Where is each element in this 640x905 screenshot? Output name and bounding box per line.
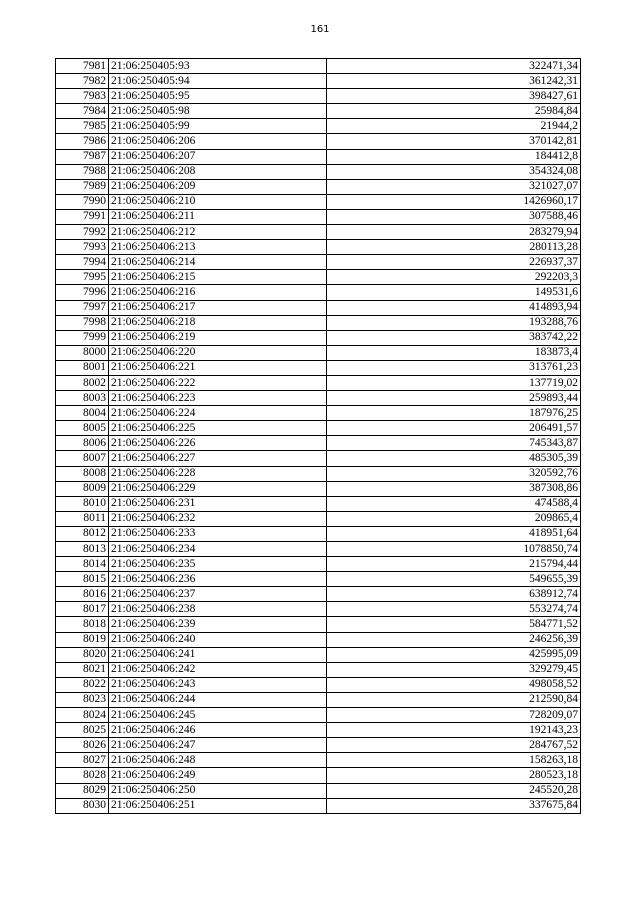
row-number-cell: 8002 — [56, 375, 109, 390]
table-row — [56, 270, 581, 285]
row-number-cell: 8026 — [56, 738, 109, 753]
cadastral-number-cell: 21:06:250406:248 — [109, 753, 327, 768]
value-cell: 370142,81 — [327, 134, 581, 149]
value-cell: 320592,76 — [327, 466, 581, 481]
cadastral-number-cell: 21:06:250406:213 — [109, 240, 327, 255]
table-row — [56, 345, 581, 360]
table-row — [56, 375, 581, 390]
row-number-cell: 8015 — [56, 572, 109, 587]
value-cell: 292203,3 — [327, 270, 581, 285]
value-cell: 137719,02 — [327, 375, 581, 390]
row-number-cell: 7999 — [56, 330, 109, 345]
cadastral-number-cell: 21:06:250406:241 — [109, 647, 327, 662]
cadastral-number-cell: 21:06:250406:224 — [109, 406, 327, 421]
table-row — [56, 89, 581, 104]
table-row — [56, 692, 581, 707]
cadastral-number-cell: 21:06:250406:239 — [109, 617, 327, 632]
row-number-cell: 8017 — [56, 602, 109, 617]
cadastral-number-cell: 21:06:250406:228 — [109, 466, 327, 481]
row-number-cell: 8030 — [56, 798, 109, 813]
cadastral-number-cell: 21:06:250405:93 — [109, 59, 327, 74]
table-row — [56, 119, 581, 134]
table-row — [56, 798, 581, 813]
cadastral-number-cell: 21:06:250406:246 — [109, 723, 327, 738]
value-cell: 485305,39 — [327, 451, 581, 466]
row-number-cell: 8029 — [56, 783, 109, 798]
row-number-cell: 8012 — [56, 526, 109, 541]
value-cell: 280523,18 — [327, 768, 581, 783]
row-number-cell: 7998 — [56, 315, 109, 330]
value-cell: 209865,4 — [327, 511, 581, 526]
table-row — [56, 708, 581, 723]
table-row — [56, 723, 581, 738]
table-row — [56, 360, 581, 375]
row-number-cell: 7989 — [56, 179, 109, 194]
table-row — [56, 557, 581, 572]
page-number: 161 — [310, 24, 330, 35]
table-row — [56, 330, 581, 345]
value-cell: 387308,86 — [327, 481, 581, 496]
value-cell: 361242,31 — [327, 74, 581, 89]
value-cell: 192143,23 — [327, 723, 581, 738]
cadastral-number-cell: 21:06:250406:234 — [109, 542, 327, 557]
value-cell: 745343,87 — [327, 436, 581, 451]
table-row — [56, 451, 581, 466]
value-cell: 425995,09 — [327, 647, 581, 662]
row-number-cell: 8011 — [56, 511, 109, 526]
value-cell: 414893,94 — [327, 300, 581, 315]
value-cell: 206491,57 — [327, 421, 581, 436]
row-number-cell: 8023 — [56, 692, 109, 707]
cadastral-number-cell: 21:06:250405:94 — [109, 74, 327, 89]
row-number-cell: 8000 — [56, 345, 109, 360]
table-row — [56, 617, 581, 632]
cadastral-number-cell: 21:06:250406:220 — [109, 345, 327, 360]
cadastral-number-cell: 21:06:250406:222 — [109, 375, 327, 390]
value-cell: 193288,76 — [327, 315, 581, 330]
row-number-cell: 8016 — [56, 587, 109, 602]
cadastral-number-cell: 21:06:250406:240 — [109, 632, 327, 647]
table-row — [56, 406, 581, 421]
row-number-cell: 7981 — [56, 59, 109, 74]
table-row — [56, 164, 581, 179]
cadastral-number-cell: 21:06:250406:249 — [109, 768, 327, 783]
cadastral-number-cell: 21:06:250406:231 — [109, 496, 327, 511]
row-number-cell: 8005 — [56, 421, 109, 436]
cadastral-number-cell: 21:06:250405:99 — [109, 119, 327, 134]
cadastral-number-cell: 21:06:250406:223 — [109, 391, 327, 406]
cadastral-number-cell: 21:06:250406:218 — [109, 315, 327, 330]
table-row — [56, 768, 581, 783]
row-number-cell: 7987 — [56, 149, 109, 164]
row-number-cell: 8014 — [56, 557, 109, 572]
table-row — [56, 179, 581, 194]
value-cell: 398427,61 — [327, 89, 581, 104]
row-number-cell: 8025 — [56, 723, 109, 738]
table-body — [56, 59, 581, 814]
cadastral-number-cell: 21:06:250406:226 — [109, 436, 327, 451]
cadastral-number-cell: 21:06:250406:232 — [109, 511, 327, 526]
table-row — [56, 632, 581, 647]
row-number-cell: 8003 — [56, 391, 109, 406]
row-number-cell: 7993 — [56, 240, 109, 255]
row-number-cell: 7997 — [56, 300, 109, 315]
value-cell: 280113,28 — [327, 240, 581, 255]
table-row — [56, 74, 581, 89]
row-number-cell: 8004 — [56, 406, 109, 421]
value-cell: 21944,2 — [327, 119, 581, 134]
table-row — [56, 421, 581, 436]
cadastral-number-cell: 21:06:250405:98 — [109, 104, 327, 119]
table-row — [56, 225, 581, 240]
cadastral-number-cell: 21:06:250406:227 — [109, 451, 327, 466]
row-number-cell: 8028 — [56, 768, 109, 783]
cadastral-number-cell: 21:06:250406:229 — [109, 481, 327, 496]
cadastral-number-cell: 21:06:250406:243 — [109, 677, 327, 692]
cadastral-number-cell: 21:06:250406:245 — [109, 708, 327, 723]
cadastral-number-cell: 21:06:250406:250 — [109, 783, 327, 798]
table-row — [56, 738, 581, 753]
table-row — [56, 511, 581, 526]
table-row — [56, 496, 581, 511]
table-row — [56, 134, 581, 149]
cadastral-number-cell: 21:06:250406:235 — [109, 557, 327, 572]
cadastral-number-cell: 21:06:250406:210 — [109, 194, 327, 209]
value-cell: 418951,64 — [327, 526, 581, 541]
cadastral-number-cell: 21:06:250406:219 — [109, 330, 327, 345]
value-cell: 215794,44 — [327, 557, 581, 572]
table-row — [56, 255, 581, 270]
value-cell: 283279,94 — [327, 225, 581, 240]
row-number-cell: 8024 — [56, 708, 109, 723]
table-row — [56, 677, 581, 692]
row-number-cell: 8006 — [56, 436, 109, 451]
value-cell: 25984,84 — [327, 104, 581, 119]
cadastral-values-table — [55, 58, 581, 814]
table-row — [56, 315, 581, 330]
value-cell: 246256,39 — [327, 632, 581, 647]
value-cell: 498058,52 — [327, 677, 581, 692]
row-number-cell: 7982 — [56, 74, 109, 89]
cadastral-number-cell: 21:06:250405:95 — [109, 89, 327, 104]
value-cell: 259893,44 — [327, 391, 581, 406]
row-number-cell: 8018 — [56, 617, 109, 632]
value-cell: 1078850,74 — [327, 542, 581, 557]
table-row — [56, 647, 581, 662]
table-row — [56, 194, 581, 209]
cadastral-number-cell: 21:06:250406:217 — [109, 300, 327, 315]
value-cell: 184412,8 — [327, 149, 581, 164]
table-row — [56, 436, 581, 451]
cadastral-number-cell: 21:06:250406:206 — [109, 134, 327, 149]
table-row — [56, 209, 581, 224]
value-cell: 553274,74 — [327, 602, 581, 617]
value-cell: 313761,23 — [327, 360, 581, 375]
table-row — [56, 753, 581, 768]
row-number-cell: 7985 — [56, 119, 109, 134]
cadastral-number-cell: 21:06:250406:209 — [109, 179, 327, 194]
value-cell: 158263,18 — [327, 753, 581, 768]
value-cell: 383742,22 — [327, 330, 581, 345]
value-cell: 245520,28 — [327, 783, 581, 798]
cadastral-number-cell: 21:06:250406:221 — [109, 360, 327, 375]
row-number-cell: 8008 — [56, 466, 109, 481]
cadastral-number-cell: 21:06:250406:208 — [109, 164, 327, 179]
value-cell: 728209,07 — [327, 708, 581, 723]
table-row — [56, 466, 581, 481]
value-cell: 337675,84 — [327, 798, 581, 813]
table-row — [56, 602, 581, 617]
value-cell: 322471,34 — [327, 59, 581, 74]
table-row — [56, 481, 581, 496]
row-number-cell: 8021 — [56, 662, 109, 677]
value-cell: 1426960,17 — [327, 194, 581, 209]
table-row — [56, 59, 581, 74]
row-number-cell: 8013 — [56, 542, 109, 557]
row-number-cell: 8020 — [56, 647, 109, 662]
value-cell: 329279,45 — [327, 662, 581, 677]
table-row — [56, 285, 581, 300]
cadastral-number-cell: 21:06:250406:244 — [109, 692, 327, 707]
row-number-cell: 7992 — [56, 225, 109, 240]
row-number-cell: 7995 — [56, 270, 109, 285]
table-row — [56, 572, 581, 587]
cadastral-number-cell: 21:06:250406:233 — [109, 526, 327, 541]
table-row — [56, 104, 581, 119]
cadastral-number-cell: 21:06:250406:247 — [109, 738, 327, 753]
table-row — [56, 526, 581, 541]
table-row — [56, 587, 581, 602]
table-row — [56, 783, 581, 798]
value-cell: 638912,74 — [327, 587, 581, 602]
value-cell: 584771,52 — [327, 617, 581, 632]
cadastral-number-cell: 21:06:250406:212 — [109, 225, 327, 240]
value-cell: 187976,25 — [327, 406, 581, 421]
row-number-cell: 7988 — [56, 164, 109, 179]
table-row — [56, 240, 581, 255]
cadastral-number-cell: 21:06:250406:215 — [109, 270, 327, 285]
cadastral-number-cell: 21:06:250406:237 — [109, 587, 327, 602]
row-number-cell: 8001 — [56, 360, 109, 375]
cadastral-number-cell: 21:06:250406:214 — [109, 255, 327, 270]
row-number-cell: 7983 — [56, 89, 109, 104]
row-number-cell: 7986 — [56, 134, 109, 149]
table-row — [56, 662, 581, 677]
cadastral-number-cell: 21:06:250406:207 — [109, 149, 327, 164]
cadastral-number-cell: 21:06:250406:242 — [109, 662, 327, 677]
value-cell: 549655,39 — [327, 572, 581, 587]
row-number-cell: 7994 — [56, 255, 109, 270]
table-row — [56, 542, 581, 557]
table-row — [56, 149, 581, 164]
value-cell: 354324,08 — [327, 164, 581, 179]
row-number-cell: 8007 — [56, 451, 109, 466]
table-row — [56, 300, 581, 315]
cadastral-number-cell: 21:06:250406:238 — [109, 602, 327, 617]
row-number-cell: 8019 — [56, 632, 109, 647]
row-number-cell: 8009 — [56, 481, 109, 496]
value-cell: 149531,6 — [327, 285, 581, 300]
value-cell: 307588,46 — [327, 209, 581, 224]
cadastral-number-cell: 21:06:250406:211 — [109, 209, 327, 224]
row-number-cell: 7996 — [56, 285, 109, 300]
value-cell: 183873,4 — [327, 345, 581, 360]
row-number-cell: 7991 — [56, 209, 109, 224]
row-number-cell: 8022 — [56, 677, 109, 692]
row-number-cell: 8027 — [56, 753, 109, 768]
cadastral-number-cell: 21:06:250406:225 — [109, 421, 327, 436]
row-number-cell: 8010 — [56, 496, 109, 511]
table-row — [56, 391, 581, 406]
row-number-cell: 7984 — [56, 104, 109, 119]
value-cell: 474588,4 — [327, 496, 581, 511]
value-cell: 226937,37 — [327, 255, 581, 270]
row-number-cell: 7990 — [56, 194, 109, 209]
cadastral-number-cell: 21:06:250406:236 — [109, 572, 327, 587]
value-cell: 284767,52 — [327, 738, 581, 753]
cadastral-number-cell: 21:06:250406:216 — [109, 285, 327, 300]
cadastral-number-cell: 21:06:250406:251 — [109, 798, 327, 813]
value-cell: 321027,07 — [327, 179, 581, 194]
value-cell: 212590,84 — [327, 692, 581, 707]
